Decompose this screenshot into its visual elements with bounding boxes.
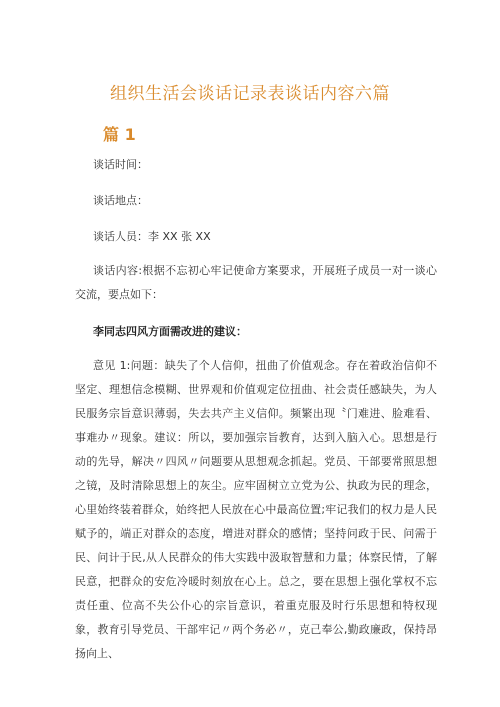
talk-content-paragraph: 谈话内容:根据不忘初心牢记使命方案要求，开展班子成员一对一谈心交流，要点如下：	[75, 264, 437, 301]
section-heading: 篇 1	[103, 125, 136, 144]
talk-time-label: 谈话时间：	[93, 158, 148, 171]
talk-place-label: 谈话地点：	[93, 194, 148, 207]
document-title: 组织生活会谈话记录表谈话内容六篇	[110, 84, 390, 104]
body-paragraph: 意见 1:问题：缺失了个人信仰，扭曲了价值观念。存在着政治信仰不坚定、理想信念模糊、世界观和价值观定位扭曲、社会责任感缺失，为人民服务宗旨意识薄弱，失去共产主义信仰。频繁出现〝门难进、脸难看、事难办〃现象。建议：所以，要加强宗旨教育，达到入脑入心。思想是行动的先导，解决〃四风〃问题要从思想观念抓起。党员、干部要常照思想之镜，及时清除思想上的灰尘。应牢固树立立党为公、执政为民的理念，心里始终装着群众，始终把人民放在心中最高位置;牢记我们的权力是人民赋予的，端正对群众的态度，增进对群众的感情；坚持问政于民、问需于民、问计于民,从人民群众的伟大实践中汲取智慧和力量；体察民情，了解民意，把群众的安危冷暖时刻放在心上。总之，要在思想上强化掌权不忘责任重、位高不失公仆心的宗旨意识，着重克服及时行乐思想和特权现象，教育引导党员、干部牢记〃两个务必〃，克己奉公,勤政廉政，保持昂扬向上、	[75, 359, 437, 660]
talk-people-line: 谈话人员：李 XX 张 XX	[93, 230, 211, 243]
subheading: 李同志四风方面需改进的建议：	[93, 325, 247, 338]
